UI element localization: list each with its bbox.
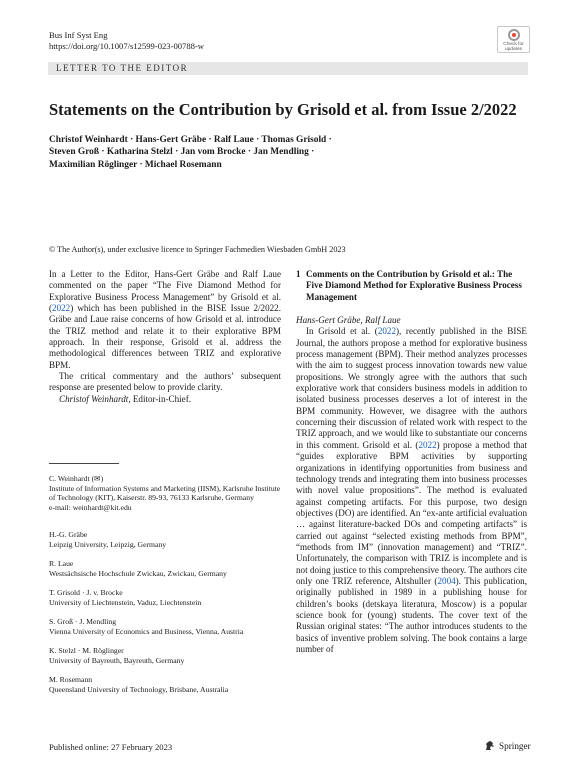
left-column [49,269,281,405]
editor-signature: Christof Weinhardt, Editor-in-Chief. [59,393,192,404]
badge-line-2: updates [504,46,523,52]
author-line-2: Steven Groß · Katharina Stelzl · Jan vom Brocke · Jan Mendling · [49,147,315,158]
affiliation-grisold-brocke: T. Grisold · J. v. Brocke University of Liechtenstein, Vaduz, Liechtenstein [49,588,202,607]
affiliation-divider [49,463,119,464]
copyright-notice: © The Author(s), under exclusive licence to Springer Fachmedien Wiesbaden GmbH 2023 [49,245,346,254]
publisher-name: Springer [499,740,531,751]
clarity-paragraph: The critical commentary and the authors’ subsequent response are presented below to provide clarity. [49,371,281,393]
check-for-updates-badge[interactable] [497,26,530,53]
section-title: Comments on the Contribution by Grisold et al.: The Five Diamond Method for Explorative Business Process Management [306,269,522,302]
citation-link[interactable]: 2004 [437,575,456,586]
affiliation-stelzl-roeglinger: K. Stelzl · M. Röglinger University of Bayreuth, Bayreuth, Germany [49,646,185,665]
journal-name: Bus Inf Syst Eng [49,30,108,40]
affiliation-graebe: H.-G. Gräbe Leipzig University, Leipzig, Germany [49,530,167,549]
section-byline: Hans-Gert Gräbe, Ralf Laue [296,315,401,326]
citation-link[interactable]: 2022 [377,326,396,337]
section-heading [296,269,527,303]
section-number: 1 [296,269,301,279]
springer-horse-icon [484,740,496,751]
email-link[interactable]: e-mail: weinhardt@kit.edu [49,502,132,512]
doi-link[interactable]: https://doi.org/10.1007/s12599-023-00788-w [49,41,205,51]
affiliation-rosemann: M. Rosemann Queensland University of Technology, Brisbane, Australia [49,675,229,694]
right-column [296,269,527,655]
affiliation-laue: R. Laue Westsächsische Hochschule Zwickau, Zwickau, Germany [49,559,227,578]
intro-paragraph: In a Letter to the Editor, Hans-Gert Gräbe and Ralf Laue commented on the paper “The Five Diamond Method for Explorative Business Process Management” by Grisold et al. (2022) which has been published in the BISE Issue 2/2022. Gräbe and Laue raise concerns of how Grisold et al. introduce the TRIZ method and relate it to their explorative BPM approach. In their response, Grisold et al. address the methodological differences between TRIZ and explorative BPM. [49,269,281,370]
article-title: Statements on the Contribution by Grisold et al. from Issue 2/2022 [49,100,517,119]
affiliation-weinhardt: C. Weinhardt (✉) Institute of Information Systems and Marketing (IISM), Karlsruhe Institute of Technology (KIT), Kaiserstr. 89-93, 76133 Karlsruhe, Germany e-mail: weinhardt@kit.edu [49,474,281,512]
affiliation-gross-mendling: S. Groß · J. Mendling Vienna University of Economics and Business, Vienna, Austria [49,617,244,636]
citation-link[interactable]: 2022 [52,303,71,314]
author-line-1: Christof Weinhardt · Hans-Gert Gräbe · Ralf Laue · Thomas Grisold · [49,135,332,145]
springer-logo [484,740,531,751]
crossmark-icon [508,29,520,41]
body-paragraph: In Grisold et al. (2022), recently published in the BISE Journal, the authors propose a method for explorative business process management (BPM). Their method analyzes processes with the aim to suggest process innovation towards new value propositions. We strongly agree with the authors that such explorative work that considers business models in addition to isolated business processes deserves a lot of interest in the BPM community. However, we disagree with the authors concerning their discussion of related work with respect to the TRIZ approach, and we would like to substantiate our concerns in this comment. Grisold et al. (2022) propose a method that “guides explorative BPM activities by supporting organizations in identifying opportunities from business and technology trends and integrating them into business processes with novel value propositions”. The method is evaluated against competing artifacts. For this purpose, two design objectives (DO) are identified. An “ex-ante artificial evaluation … against literature-backed DOs and competing artifacts” is carried out against “selected existing methods from BPM”, “methods from IM” (innovation management) and “TRIZ”. Unfortunately, the comparison with TRIZ is incomplete and is not doing justice to this comprehensive theory. The authors cite only one TRIZ reference, Altshuller (2004). This publication, originally published in 1989 in a publishing house for children’s books (detskaya literatura, Moscow) is a popular science book for (young) students. The cover text of the Russian original states: “The author introduces students to the basics of inventive problem solving. The book contains a large number of [296,326,528,654]
author-list [49,134,529,171]
journal-header [49,30,204,52]
article-type-bar: LETTER TO THE EDITOR [48,62,528,75]
author-line-3: Maximilian Röglinger · Michael Rosemann [49,159,222,170]
badge-line-1: Check for [503,41,524,47]
published-date: Published online: 27 February 2023 [49,742,173,752]
citation-link[interactable]: 2022 [418,439,437,450]
